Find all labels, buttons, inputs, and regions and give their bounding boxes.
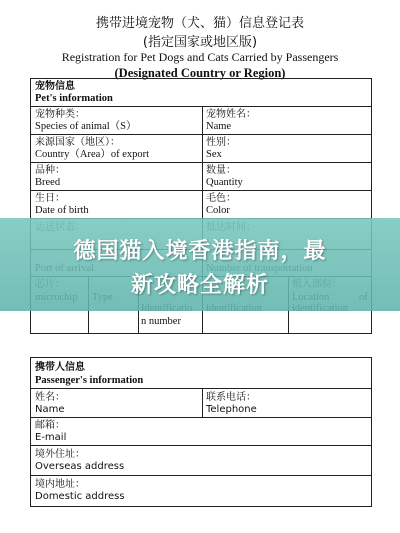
email-label-cn: 邮箱： [35,420,65,431]
form-title-en: Registration for Pet Dogs and Cats Carried by Passengers [61,50,339,64]
passenger-name-label-cn: 姓名： [35,392,65,403]
pet-name-label-cn: 宠物姓名： [206,109,256,120]
form-title-cn: 携带进境宠物（犬、猫）信息登记表 [95,16,304,31]
breed-label-cn: 品种： [35,165,65,176]
banner-line-1: 德国猫入境香港指南，最 [73,239,327,264]
email-label-en: E-mail [35,432,67,443]
domestic-address-label-cn: 境内地址： [35,479,85,490]
color-label-en: Color [206,205,230,216]
passenger-name-label-en: Name [35,404,65,415]
quantity-label-cn: 数量： [206,165,236,176]
domestic-address-label-en: Domestic address [35,491,125,502]
title-banner [0,218,400,311]
form-subtitle-en: (Designated Country or Region) [114,66,286,80]
passenger-section-title-cn: 携带人信息 [35,362,85,373]
sex-label-en: Sex [206,149,222,160]
telephone-label-en: Telephone [206,404,257,415]
birth-label-en: Date of birth [35,205,89,216]
sex-label-cn: 性别： [206,137,236,148]
breed-label-en: Breed [35,177,61,188]
overseas-address-label-cn: 境外住址： [35,449,85,460]
pet-section-title-en: Pet's information [35,93,113,104]
species-label-en: Species of animal（S） [35,121,137,132]
color-label-cn: 毛色： [206,193,236,204]
form-subtitle-cn: (指定国家或地区版) [142,35,258,50]
banner-line-2: 新攻略全解析 [130,273,269,298]
country-label-en: Country（Area）of export [35,149,150,160]
pet-section-title-cn: 宠物信息 [35,81,75,92]
birth-label-cn: 生日： [35,193,65,204]
chip-id-label-b: n number [141,316,181,327]
overseas-address-label-en: Overseas address [35,461,125,472]
pet-name-label-en: Name [206,121,232,132]
country-label-cn: 来源国家（地区）： [35,137,120,148]
species-label-cn: 宠物种类： [35,109,85,120]
quantity-label-en: Quantity [206,177,243,188]
telephone-label-cn: 联系电话： [206,392,256,403]
passenger-section-title-en: Passenger's information [35,375,144,386]
